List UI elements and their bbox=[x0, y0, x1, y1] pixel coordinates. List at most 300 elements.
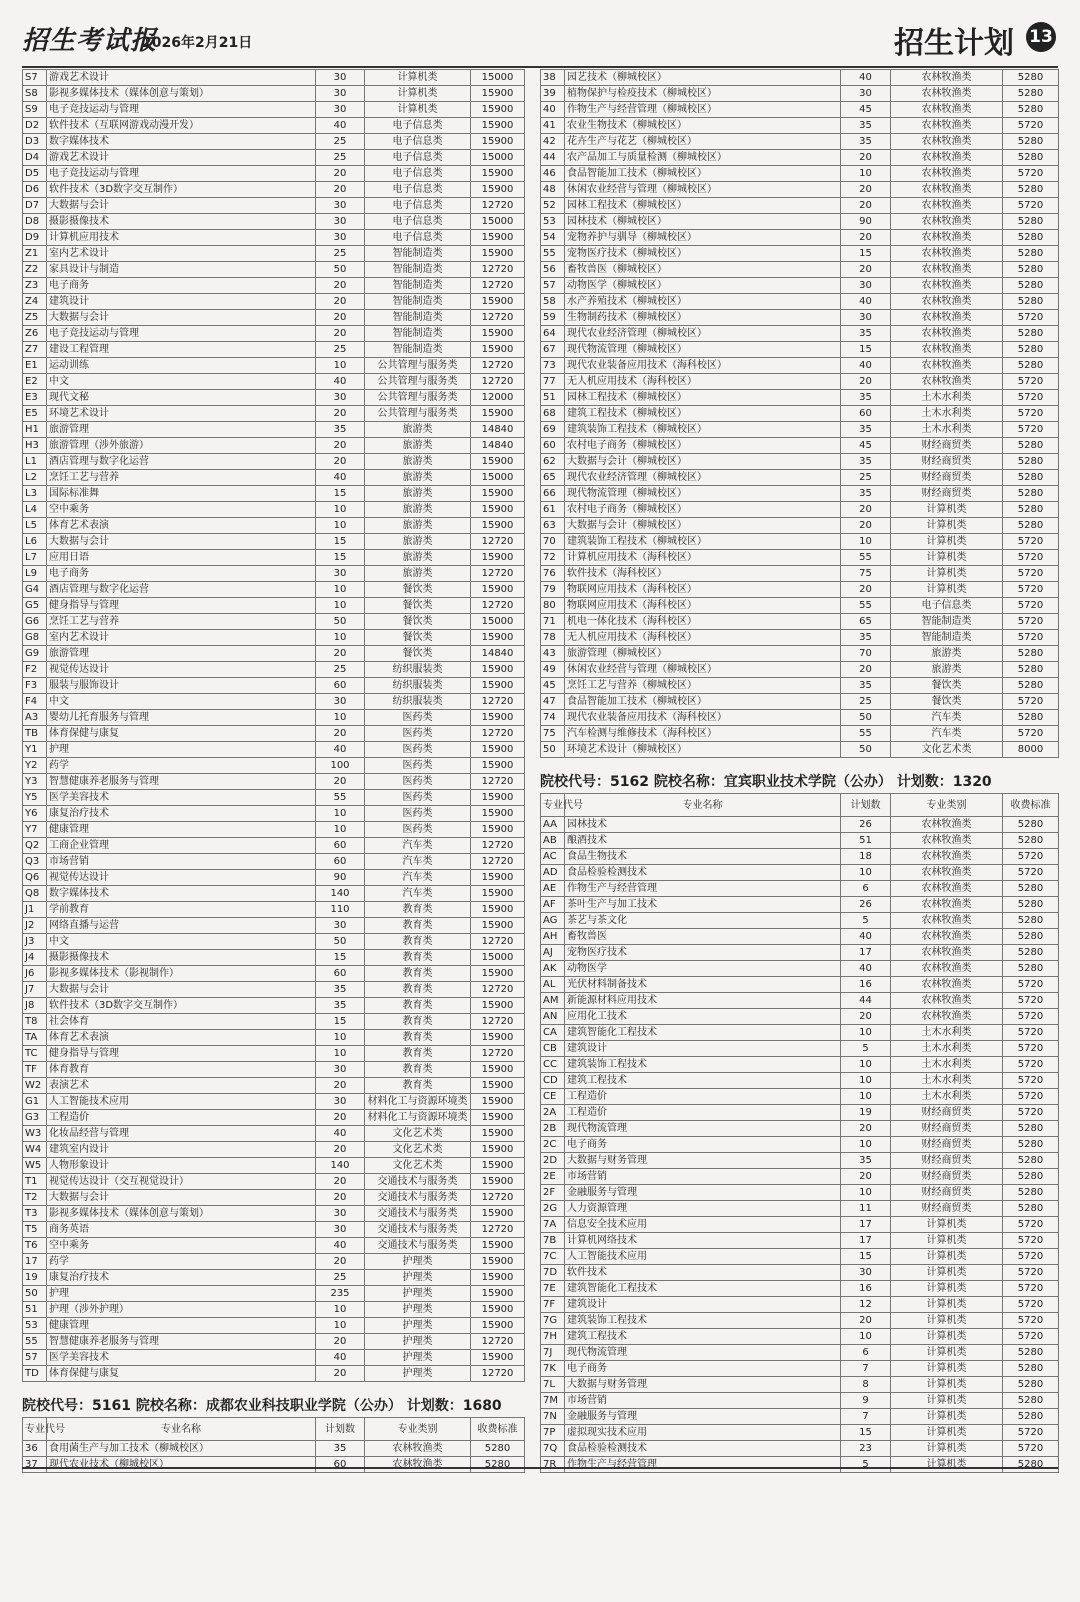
major-category: 农林牧渔类 bbox=[891, 358, 1003, 374]
tuition-fee: 5280 bbox=[1003, 470, 1059, 486]
tuition-fee: 5720 bbox=[1003, 1217, 1059, 1233]
major-category: 护理类 bbox=[365, 1286, 471, 1302]
major-name: 视觉传达设计 bbox=[47, 662, 316, 678]
major-code: G9 bbox=[23, 646, 47, 662]
plan-count: 30 bbox=[316, 86, 365, 102]
major-name: 健康管理 bbox=[47, 1318, 316, 1334]
major-category: 农林牧渔类 bbox=[891, 278, 1003, 294]
major-category: 医药类 bbox=[365, 774, 471, 790]
major-name: 健身指导与管理 bbox=[47, 598, 316, 614]
masthead bbox=[22, 10, 1058, 68]
tuition-fee: 5280 bbox=[1003, 86, 1059, 102]
major-name: 健康管理 bbox=[47, 822, 316, 838]
major-category: 教育类 bbox=[365, 998, 471, 1014]
major-category: 餐饮类 bbox=[365, 598, 471, 614]
tuition-fee: 5720 bbox=[1003, 598, 1059, 614]
major-code: 58 bbox=[541, 294, 565, 310]
major-name: 数字媒体技术 bbox=[47, 886, 316, 902]
major-name: 动物医学 bbox=[565, 961, 841, 977]
table-row bbox=[23, 230, 525, 246]
tuition-fee: 12720 bbox=[471, 566, 525, 582]
plan-count: 15 bbox=[316, 534, 365, 550]
table-row bbox=[23, 70, 525, 86]
plan-count: 30 bbox=[316, 390, 365, 406]
major-name: 电子竞技运动与管理 bbox=[47, 326, 316, 342]
major-name: 室内艺术设计 bbox=[47, 246, 316, 262]
major-category: 智能制造类 bbox=[365, 342, 471, 358]
table-row bbox=[23, 662, 525, 678]
major-name: 食品生物技术 bbox=[565, 849, 841, 865]
major-name: 旅游管理 bbox=[47, 646, 316, 662]
paper-name: 招生考试报 bbox=[22, 26, 158, 56]
plan-count: 55 bbox=[841, 726, 891, 742]
plan-count: 10 bbox=[841, 1185, 891, 1201]
major-name: 物联网应用技术（海科校区） bbox=[565, 582, 841, 598]
plan-count: 30 bbox=[841, 1265, 891, 1281]
table-row bbox=[541, 598, 1059, 614]
tuition-fee: 5720 bbox=[1003, 1313, 1059, 1329]
major-category: 农林牧渔类 bbox=[891, 865, 1003, 881]
major-code: S7 bbox=[23, 70, 47, 86]
tuition-fee: 15900 bbox=[471, 182, 525, 198]
table-row bbox=[541, 1313, 1059, 1329]
major-category: 旅游类 bbox=[365, 518, 471, 534]
major-category: 教育类 bbox=[365, 918, 471, 934]
major-code: 2E bbox=[541, 1169, 565, 1185]
major-category: 汽车类 bbox=[365, 870, 471, 886]
table-row bbox=[541, 726, 1059, 742]
table-row bbox=[541, 742, 1059, 758]
major-name: 植物保护与检疫技术（柳城校区） bbox=[565, 86, 841, 102]
major-code: W3 bbox=[23, 1126, 47, 1142]
major-category: 纺织服装类 bbox=[365, 662, 471, 678]
major-code: H3 bbox=[23, 438, 47, 454]
table-row bbox=[541, 865, 1059, 881]
plan-count: 20 bbox=[841, 374, 891, 390]
table-row bbox=[23, 1126, 525, 1142]
plan-count: 100 bbox=[316, 758, 365, 774]
plan-count: 40 bbox=[316, 374, 365, 390]
major-code: 62 bbox=[541, 454, 565, 470]
major-category: 护理类 bbox=[365, 1366, 471, 1382]
tuition-fee: 5720 bbox=[1003, 582, 1059, 598]
major-name: 无人机应用技术（海科校区） bbox=[565, 630, 841, 646]
major-code: 2G bbox=[541, 1201, 565, 1217]
major-code: W2 bbox=[23, 1078, 47, 1094]
table-row bbox=[23, 1078, 525, 1094]
tuition-fee: 5720 bbox=[1003, 1441, 1059, 1457]
tuition-fee: 15900 bbox=[471, 886, 525, 902]
major-category: 旅游类 bbox=[365, 470, 471, 486]
major-code: G5 bbox=[23, 598, 47, 614]
page-number-badge: 13 bbox=[1026, 22, 1056, 52]
plan-count: 20 bbox=[841, 150, 891, 166]
tuition-fee: 15900 bbox=[471, 662, 525, 678]
plan-count: 20 bbox=[841, 230, 891, 246]
major-code: T1 bbox=[23, 1174, 47, 1190]
plan-count: 20 bbox=[841, 518, 891, 534]
plan-count: 10 bbox=[316, 630, 365, 646]
plan-count: 20 bbox=[316, 1190, 365, 1206]
plan-count: 25 bbox=[841, 470, 891, 486]
table-row bbox=[541, 1425, 1059, 1441]
plan-count: 40 bbox=[316, 118, 365, 134]
major-category: 财经商贸类 bbox=[891, 470, 1003, 486]
major-name: 金融服务与管理 bbox=[565, 1409, 841, 1425]
major-code: D7 bbox=[23, 198, 47, 214]
major-category: 土木水利类 bbox=[891, 1025, 1003, 1041]
major-category: 旅游类 bbox=[891, 646, 1003, 662]
plan-count: 15 bbox=[841, 1249, 891, 1265]
tuition-fee: 15900 bbox=[471, 822, 525, 838]
plan-count: 55 bbox=[841, 550, 891, 566]
major-name: 影视多媒体技术（媒体创意与策划） bbox=[47, 86, 316, 102]
table-row bbox=[541, 993, 1059, 1009]
major-name: 大数据与会计 bbox=[47, 310, 316, 326]
table-row bbox=[541, 182, 1059, 198]
tuition-fee: 15900 bbox=[471, 118, 525, 134]
plan-count: 20 bbox=[316, 1366, 365, 1382]
table-row bbox=[23, 1441, 525, 1457]
major-category: 计算机类 bbox=[365, 86, 471, 102]
major-code: T5 bbox=[23, 1222, 47, 1238]
major-name: 工程造价 bbox=[565, 1105, 841, 1121]
tuition-fee: 5280 bbox=[1003, 710, 1059, 726]
tuition-fee: 15900 bbox=[471, 1094, 525, 1110]
major-name: 现代物流管理 bbox=[565, 1345, 841, 1361]
major-name: 体育保健与康复 bbox=[47, 726, 316, 742]
table-row bbox=[541, 326, 1059, 342]
plan-count: 6 bbox=[841, 881, 891, 897]
major-category: 计算机类 bbox=[365, 102, 471, 118]
plan-count: 20 bbox=[316, 438, 365, 454]
table-row bbox=[541, 470, 1059, 486]
plan-count: 51 bbox=[841, 833, 891, 849]
table-row bbox=[541, 1249, 1059, 1265]
tuition-fee: 5720 bbox=[1003, 1057, 1059, 1073]
major-code: G1 bbox=[23, 1094, 47, 1110]
major-category: 护理类 bbox=[365, 1318, 471, 1334]
major-category: 餐饮类 bbox=[891, 678, 1003, 694]
tuition-fee: 5280 bbox=[1003, 1137, 1059, 1153]
table-row bbox=[541, 406, 1059, 422]
table-row bbox=[541, 1281, 1059, 1297]
tuition-fee: 5720 bbox=[1003, 1009, 1059, 1025]
major-category: 智能制造类 bbox=[365, 326, 471, 342]
tuition-fee: 5280 bbox=[1003, 945, 1059, 961]
major-code: CA bbox=[541, 1025, 565, 1041]
major-category: 餐饮类 bbox=[365, 614, 471, 630]
major-name: 工商企业管理 bbox=[47, 838, 316, 854]
table-row bbox=[541, 913, 1059, 929]
plan-count: 40 bbox=[841, 929, 891, 945]
major-category: 土木水利类 bbox=[891, 1057, 1003, 1073]
major-code: CD bbox=[541, 1073, 565, 1089]
plan-count: 60 bbox=[316, 838, 365, 854]
tuition-fee: 5720 bbox=[1003, 694, 1059, 710]
tuition-fee: 5720 bbox=[1003, 566, 1059, 582]
plan-count: 16 bbox=[841, 977, 891, 993]
major-category: 农林牧渔类 bbox=[891, 993, 1003, 1009]
major-code: TA bbox=[23, 1030, 47, 1046]
major-name: 婴幼儿托育服务与管理 bbox=[47, 710, 316, 726]
bottom-rule bbox=[22, 1467, 1058, 1469]
tuition-fee: 12000 bbox=[471, 390, 525, 406]
table-row bbox=[541, 310, 1059, 326]
major-name: 园林工程技术（柳城校区） bbox=[565, 390, 841, 406]
tuition-fee: 5720 bbox=[1003, 1089, 1059, 1105]
major-category: 旅游类 bbox=[365, 566, 471, 582]
header-fee: 收费标准 bbox=[471, 1418, 525, 1441]
major-category: 智能制造类 bbox=[365, 262, 471, 278]
major-code: 77 bbox=[541, 374, 565, 390]
major-name: 汽车检测与维修技术（海科校区） bbox=[565, 726, 841, 742]
school-5162-table bbox=[540, 793, 1059, 1473]
major-name: 游戏艺术设计 bbox=[47, 70, 316, 86]
plan-count: 7 bbox=[841, 1409, 891, 1425]
major-name: 大数据与财务管理 bbox=[565, 1153, 841, 1169]
section-title: 招生计划 bbox=[894, 26, 1014, 61]
table-row bbox=[541, 1297, 1059, 1313]
tuition-fee: 5280 bbox=[1003, 150, 1059, 166]
table-row bbox=[23, 918, 525, 934]
tuition-fee: 12720 bbox=[471, 982, 525, 998]
plan-count: 10 bbox=[841, 1137, 891, 1153]
major-code: Y6 bbox=[23, 806, 47, 822]
table-header-row bbox=[23, 1418, 525, 1441]
plan-count: 20 bbox=[316, 278, 365, 294]
major-name: 茶艺与茶文化 bbox=[565, 913, 841, 929]
tuition-fee: 15900 bbox=[471, 326, 525, 342]
school-5161-header: 院校代号：5161 院校名称：成都农业科技职业学院（公办） 计划数：1680 bbox=[22, 1398, 502, 1414]
major-code: Z5 bbox=[23, 310, 47, 326]
major-name: 运动训练 bbox=[47, 358, 316, 374]
major-code: T3 bbox=[23, 1206, 47, 1222]
plan-count: 20 bbox=[316, 166, 365, 182]
table-row bbox=[541, 198, 1059, 214]
major-code: 54 bbox=[541, 230, 565, 246]
plan-count: 50 bbox=[316, 614, 365, 630]
major-name: 畜牧兽医 bbox=[565, 929, 841, 945]
tuition-fee: 5280 bbox=[1003, 502, 1059, 518]
tuition-fee: 15900 bbox=[471, 1126, 525, 1142]
major-name: 畜牧兽医（柳城校区） bbox=[565, 262, 841, 278]
plan-count: 23 bbox=[841, 1441, 891, 1457]
major-category: 交通技术与服务类 bbox=[365, 1206, 471, 1222]
tuition-fee: 15900 bbox=[471, 678, 525, 694]
tuition-fee: 15900 bbox=[471, 1142, 525, 1158]
plan-count: 10 bbox=[841, 1329, 891, 1345]
major-category: 教育类 bbox=[365, 982, 471, 998]
major-name: 建筑装饰工程技术 bbox=[565, 1057, 841, 1073]
plan-count: 65 bbox=[841, 614, 891, 630]
plan-count: 35 bbox=[316, 982, 365, 998]
major-category: 财经商贸类 bbox=[891, 1185, 1003, 1201]
major-code: TC bbox=[23, 1046, 47, 1062]
major-name: 物联网应用技术（海科校区） bbox=[565, 598, 841, 614]
plan-count: 20 bbox=[316, 454, 365, 470]
table-row bbox=[541, 1121, 1059, 1137]
plan-count: 40 bbox=[841, 358, 891, 374]
header-code: 专业代号 bbox=[541, 794, 565, 817]
major-name: 室内艺术设计 bbox=[47, 630, 316, 646]
major-name: 建筑智能化工程技术 bbox=[565, 1025, 841, 1041]
major-code: Y7 bbox=[23, 822, 47, 838]
major-code: 37 bbox=[23, 1457, 47, 1473]
major-code: 36 bbox=[23, 1441, 47, 1457]
table-row bbox=[23, 1222, 525, 1238]
major-category: 智能制造类 bbox=[365, 246, 471, 262]
table-row bbox=[23, 486, 525, 502]
major-category: 计算机类 bbox=[891, 1281, 1003, 1297]
major-category: 教育类 bbox=[365, 966, 471, 982]
major-category: 医药类 bbox=[365, 822, 471, 838]
tuition-fee: 5720 bbox=[1003, 1329, 1059, 1345]
plan-count: 30 bbox=[316, 1222, 365, 1238]
table-row bbox=[541, 710, 1059, 726]
plan-count: 60 bbox=[841, 406, 891, 422]
table-row bbox=[23, 1110, 525, 1126]
major-category: 汽车类 bbox=[891, 710, 1003, 726]
major-category: 计算机类 bbox=[365, 70, 471, 86]
plan-count: 10 bbox=[316, 1318, 365, 1334]
major-code: AL bbox=[541, 977, 565, 993]
major-name: 建筑装饰工程技术（柳城校区） bbox=[565, 422, 841, 438]
major-name: 花卉生产与花艺（柳城校区） bbox=[565, 134, 841, 150]
plan-count: 15 bbox=[841, 1425, 891, 1441]
tuition-fee: 5280 bbox=[1003, 278, 1059, 294]
major-category: 智能制造类 bbox=[891, 630, 1003, 646]
table-row bbox=[23, 374, 525, 390]
table-row bbox=[541, 422, 1059, 438]
table-row bbox=[541, 849, 1059, 865]
major-code: F4 bbox=[23, 694, 47, 710]
major-name: 康复治疗技术 bbox=[47, 1270, 316, 1286]
major-category: 土木水利类 bbox=[891, 422, 1003, 438]
major-category: 电子信息类 bbox=[365, 182, 471, 198]
plan-count: 19 bbox=[841, 1105, 891, 1121]
tuition-fee: 5280 bbox=[1003, 1121, 1059, 1137]
tuition-fee: 15900 bbox=[471, 966, 525, 982]
major-category: 计算机类 bbox=[891, 1233, 1003, 1249]
tuition-fee: 15900 bbox=[471, 998, 525, 1014]
major-category: 财经商贸类 bbox=[891, 1153, 1003, 1169]
major-name: 软件技术（海科校区） bbox=[565, 566, 841, 582]
major-code: 7E bbox=[541, 1281, 565, 1297]
table-row bbox=[23, 582, 525, 598]
tuition-fee: 5280 bbox=[471, 1457, 525, 1473]
major-name: 动物医学（柳城校区） bbox=[565, 278, 841, 294]
major-code: AE bbox=[541, 881, 565, 897]
plan-count: 15 bbox=[841, 342, 891, 358]
tuition-fee: 15900 bbox=[471, 1302, 525, 1318]
table-row bbox=[541, 694, 1059, 710]
major-code: Y3 bbox=[23, 774, 47, 790]
major-code: TF bbox=[23, 1062, 47, 1078]
major-name: 体育保健与康复 bbox=[47, 1366, 316, 1382]
tuition-fee: 15900 bbox=[471, 806, 525, 822]
major-category: 计算机类 bbox=[891, 534, 1003, 550]
table-row bbox=[541, 1329, 1059, 1345]
plan-count: 90 bbox=[841, 214, 891, 230]
tuition-fee: 12720 bbox=[471, 1046, 525, 1062]
major-name: 农村电子商务（柳城校区） bbox=[565, 438, 841, 454]
major-code: 55 bbox=[23, 1334, 47, 1350]
major-code: 55 bbox=[541, 246, 565, 262]
major-name: 护理 bbox=[47, 742, 316, 758]
major-name: 护理 bbox=[47, 1286, 316, 1302]
major-code: 66 bbox=[541, 486, 565, 502]
table-row bbox=[23, 134, 525, 150]
table-row bbox=[541, 678, 1059, 694]
table-row bbox=[23, 182, 525, 198]
plan-count: 12 bbox=[841, 1297, 891, 1313]
major-name: 大数据与会计 bbox=[47, 198, 316, 214]
plan-count: 10 bbox=[841, 166, 891, 182]
tuition-fee: 5280 bbox=[1003, 182, 1059, 198]
major-code: Q6 bbox=[23, 870, 47, 886]
table-row bbox=[541, 1441, 1059, 1457]
plan-count: 30 bbox=[316, 694, 365, 710]
table-row bbox=[23, 902, 525, 918]
tuition-fee: 5280 bbox=[1003, 1457, 1059, 1473]
plan-count: 40 bbox=[316, 1126, 365, 1142]
tuition-fee: 15900 bbox=[471, 102, 525, 118]
tuition-fee: 15900 bbox=[471, 550, 525, 566]
major-code: L2 bbox=[23, 470, 47, 486]
tuition-fee: 15900 bbox=[471, 1270, 525, 1286]
plan-count: 20 bbox=[841, 198, 891, 214]
major-category: 农林牧渔类 bbox=[891, 294, 1003, 310]
table-row bbox=[541, 278, 1059, 294]
major-name: 软件技术（3D数字交互制作） bbox=[47, 182, 316, 198]
major-category: 计算机类 bbox=[891, 1217, 1003, 1233]
tuition-fee: 15000 bbox=[471, 70, 525, 86]
tuition-fee: 5720 bbox=[1003, 166, 1059, 182]
table-row bbox=[541, 134, 1059, 150]
major-name: 水产养殖技术（柳城校区） bbox=[565, 294, 841, 310]
tuition-fee: 5280 bbox=[1003, 1345, 1059, 1361]
major-code: J1 bbox=[23, 902, 47, 918]
major-code: CC bbox=[541, 1057, 565, 1073]
plan-count: 60 bbox=[316, 1457, 365, 1473]
plan-count: 44 bbox=[841, 993, 891, 1009]
major-category: 公共管理与服务类 bbox=[365, 406, 471, 422]
table-row bbox=[541, 817, 1059, 833]
major-code: 70 bbox=[541, 534, 565, 550]
major-category: 计算机类 bbox=[891, 1297, 1003, 1313]
plan-count: 10 bbox=[316, 358, 365, 374]
major-category: 教育类 bbox=[365, 1062, 471, 1078]
table-row bbox=[541, 1073, 1059, 1089]
tuition-fee: 15900 bbox=[471, 742, 525, 758]
major-name: 人工智能技术应用 bbox=[47, 1094, 316, 1110]
major-category: 农林牧渔类 bbox=[891, 118, 1003, 134]
tuition-fee: 12720 bbox=[471, 310, 525, 326]
major-code: L4 bbox=[23, 502, 47, 518]
tuition-fee: 5280 bbox=[1003, 134, 1059, 150]
right-plan-table bbox=[540, 69, 1059, 758]
plan-count: 35 bbox=[841, 390, 891, 406]
major-name: 宠物养护与驯导（柳城校区） bbox=[565, 230, 841, 246]
major-category: 旅游类 bbox=[365, 454, 471, 470]
plan-count: 20 bbox=[316, 310, 365, 326]
major-name: 金融服务与管理 bbox=[565, 1185, 841, 1201]
major-code: Y1 bbox=[23, 742, 47, 758]
major-name: 智慧健康养老服务与管理 bbox=[47, 774, 316, 790]
plan-count: 45 bbox=[841, 438, 891, 454]
major-category: 旅游类 bbox=[365, 438, 471, 454]
